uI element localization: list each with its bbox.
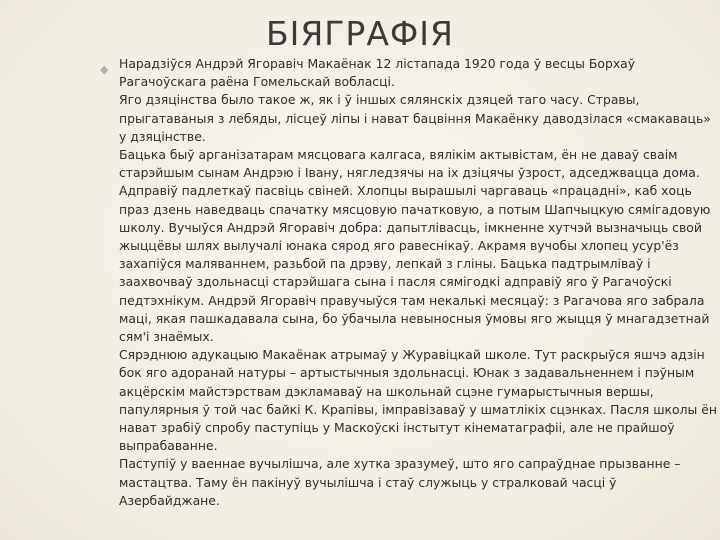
bullet-icon: ◆ bbox=[100, 63, 109, 76]
paragraph-childhood: Яго дзяцінства было такое ж, як і ў іншых сялянскіх дзяцей таго часу. Стравы, прыгатаваныя з лебяды, лісцеў ліпы і нават бацвіння Макаёнку даводзілася «смакаваць» у дзяцінстве. bbox=[119, 92, 711, 144]
paragraph-military: Паступіў у ваеннае вучылішча, але хутка зразумеў, што яго сапраўднае прызванне – мастацтва. Таму ён пакінуў вучылішча і стаў служыць у стралковай часці ў Азербайджане. bbox=[119, 456, 681, 508]
paragraph-birth: Нарадзіўся Андрэй Ягоравіч Макаёнак 12 лістапада 1920 года ў весцы Борхаў Рагачоўскага раёна Гомельскай вобласці. bbox=[119, 56, 636, 90]
paragraph-school: Сярэднюю адукацыю Макаёнак атрымаў у Журавіцкай школе. Тут раскрыўся яшчэ адзін бок яго адоранай натуры – артыстычныя здольнасці. Юнак з задавальненнем і пэўным акцёрскім майстэрствам дэкламаваў на школьнай сцэне гумарыстычныя вершы, папулярныя ў той час байкі К. Крапівы, імправізаваў у шматлікіх сцэнках. Пасля школы ён нават зрабіў спробу паступіць у Маскоўскі інстытут кінематаграфіі, але не прайшоў выпрабаванне. bbox=[119, 347, 717, 454]
biography-text bbox=[119, 55, 719, 510]
paragraph-father: Бацька быў арганізатарам мясцовага калгаса, вялікім актывістам, ён не даваў сваім старэйшым сынам Андрэю і Івану, нягледзячы на іх дзіцячы ўзрост, адседжвацца дома. Адправіў падлеткаў пасвіць свіней. Хлопцы вырашылі чаргаваць «працадні», каб хоць праз дзень наведваць спачатку мясцовую пачатковую, а потым Шапчыцкую сямігадовую школу. Вучыўся Андрэй Ягоравіч добра: дапытлівасць, імкненне хутчэй вызначыць свой жыццёвы шлях вылучалі юнака сярод яго равеснікаў. Акрамя вучобы хлопец усур'ёз захапіўся маляваннем, разьбой па дрэву, лепкай з гліны. Бацька падтрымліваў і заахвочваў здольнасці старэйшага сына і пасля сямігодкі адправіў яго ў Рагачоўскі педтэхнікум. Андрэй Ягоравіч правучыўся там некалькі месяцаў: з Рагачова яго забрала маці, якая пашкадавала сына, бо ўбачыла невыносныя ўмовы яго жыцця ў мнагадзетнай сям'і знаёмых. bbox=[119, 147, 711, 345]
slide-title: БІЯГРАФІЯ bbox=[266, 14, 454, 53]
